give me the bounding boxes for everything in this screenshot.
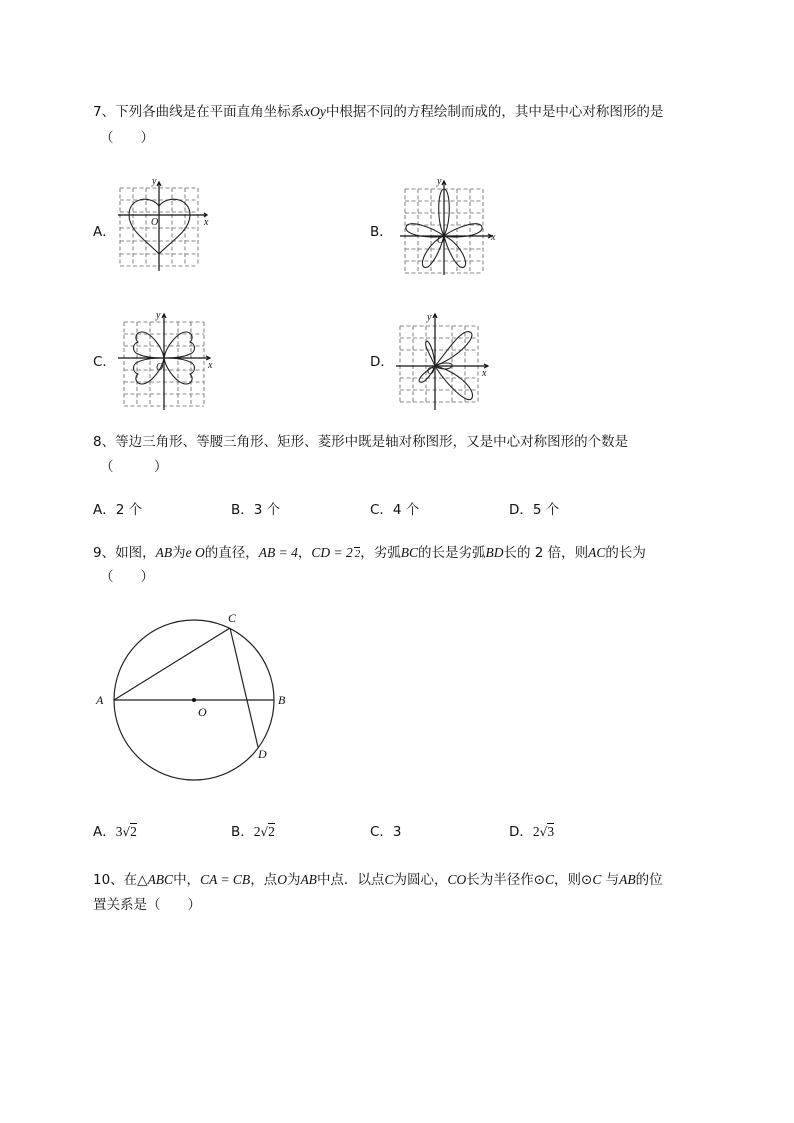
- q7-a-x-label: x: [204, 217, 209, 228]
- q8-answer-paren: （ ）: [100, 459, 168, 475]
- q7-d-y-label: y: [427, 312, 432, 323]
- q9-answer-paren: （ ）: [100, 569, 154, 585]
- q7-answer-paren: （ ）: [100, 130, 154, 146]
- q8-option-a[interactable]: A．2 个: [93, 502, 143, 518]
- q7-b-origin-label: O: [437, 235, 445, 246]
- q9-point-a: A: [96, 693, 104, 707]
- q9-option-c[interactable]: C．3: [370, 824, 402, 840]
- q8-stem: 8、等边三角形、等腰三角形、矩形、菱形中既是轴对称图形，又是中心对称图形的个数是: [93, 434, 629, 450]
- q7-b-y-label: y: [437, 176, 442, 187]
- q7-option-c-label[interactable]: C．: [93, 354, 116, 370]
- q10-stem-line2: 置关系是（ ）: [93, 897, 201, 913]
- q7-figure-d-lobes: [396, 310, 496, 410]
- q9-point-o: O: [198, 705, 207, 719]
- q9-stem: 9、如图，AB为e O的直径，AB = 4，CD = 2 2，劣弧BC的长是劣弧BD长的 2 倍，则AC的长为: [93, 545, 646, 561]
- q7-stem: 7、下列各曲线是在平面直角坐标系xOy中根据不同的方程绘制而成的，其中是中心对称图形的是: [93, 104, 664, 120]
- q7-c-y-label: y: [156, 310, 161, 321]
- q9-sqrt-2: 2: [354, 548, 361, 560]
- q8-option-d[interactable]: D．5 个: [509, 502, 560, 518]
- q7-c-origin-label: O: [156, 362, 164, 373]
- q7-option-b-label[interactable]: B．: [370, 224, 393, 240]
- q9-option-d[interactable]: D．2√3: [509, 824, 555, 840]
- q9-point-d: D: [258, 747, 267, 761]
- q7-option-d-label[interactable]: D．: [370, 354, 394, 370]
- q7-figure-a-heart: [118, 175, 218, 275]
- q7-b-x-label: x: [491, 232, 496, 243]
- q7-figure-c-four-hearts: [118, 310, 218, 410]
- q7-option-a-label[interactable]: A．: [93, 224, 116, 240]
- q9-circle-figure: [90, 600, 310, 800]
- q7-d-x-label: x: [482, 368, 487, 379]
- q9-point-c: C: [228, 611, 237, 625]
- q7-a-origin-label: O: [151, 217, 159, 228]
- q9-point-b: B: [278, 693, 286, 707]
- q9-option-a[interactable]: A．3√2: [93, 824, 137, 840]
- q7-c-x-label: x: [208, 360, 213, 371]
- q9-option-b[interactable]: B．2√2: [231, 824, 275, 840]
- q7-figure-b-rose: [400, 175, 500, 275]
- q8-option-c[interactable]: C．4 个: [370, 502, 420, 518]
- q10-stem-line1: 10、在△ABC中，CA = CB，点O为AB中点．以点C为圆心，CO长为半径作⊙C，则⊙C 与AB的位: [93, 872, 663, 888]
- q7-a-y-label: y: [152, 176, 157, 187]
- q7-d-origin-label: O: [427, 366, 435, 377]
- q8-option-b[interactable]: B．3 个: [231, 502, 281, 518]
